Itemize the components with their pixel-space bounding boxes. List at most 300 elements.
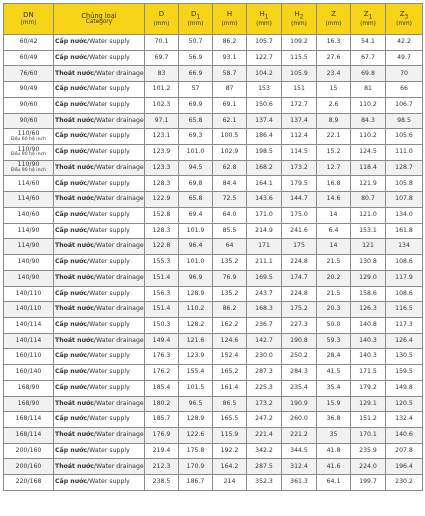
value-cell-z: 36.8 [317, 412, 351, 428]
dn-value: 110/60 [17, 130, 40, 138]
value-cell-h1: 105.7 [247, 35, 282, 51]
value-cell-h1: 104.2 [247, 66, 282, 82]
value-cell-z1: 224.0 [351, 459, 386, 475]
header-h1-unit: (mm) [256, 20, 272, 27]
table-row [4, 412, 423, 428]
category-en: /Water supply [87, 100, 130, 108]
category-en: /Water supply [87, 368, 130, 376]
category-cell [54, 207, 145, 223]
header-h2 [282, 4, 317, 35]
value-cell-d: 150.3 [145, 317, 179, 333]
category-en: /Water supply [87, 148, 130, 156]
table-row [4, 365, 423, 381]
value-cell-z: 35.4 [317, 380, 351, 396]
header-z1-sym: Z [363, 10, 369, 19]
category-vi: Cấp nước [55, 258, 88, 266]
value-cell-h1: 236.7 [247, 317, 282, 333]
category-cell [54, 396, 145, 412]
header-h2-sym: H [294, 10, 300, 19]
header-z3-sub: 3 [404, 14, 409, 21]
header-h-sym: H [226, 10, 233, 19]
value-cell-d1: 56.9 [179, 50, 213, 66]
value-cell-d1: 101.0 [179, 255, 213, 271]
dn-cell [4, 396, 54, 412]
value-cell-z1: 118.4 [351, 160, 386, 176]
category-en: /Water supply [87, 38, 130, 46]
value-cell-d1: 155.4 [179, 365, 213, 381]
dn-value: 168/90 [17, 383, 40, 391]
value-cell-z3: 117.3 [386, 317, 423, 333]
category-vi: Thoát nước [55, 273, 94, 281]
value-cell-h: 87 [213, 82, 247, 98]
value-cell-z1: 126.3 [351, 302, 386, 318]
category-cell [54, 475, 145, 491]
header-dn-unit: (mm) [20, 19, 37, 26]
dn-cell [4, 223, 54, 239]
value-cell-d1: 128.9 [179, 412, 213, 428]
value-cell-d1: 128.2 [179, 317, 213, 333]
value-cell-z1: 153.1 [351, 223, 386, 239]
value-cell-h1: 198.5 [247, 145, 282, 161]
dn-value: 140/90 [17, 258, 40, 266]
value-cell-d: 238.5 [145, 475, 179, 491]
value-cell-h: 93.1 [213, 50, 247, 66]
value-cell-h1: 173.2 [247, 396, 282, 412]
value-cell-d1: 121.6 [179, 333, 213, 349]
value-cell-z1: 235.9 [351, 443, 386, 459]
value-cell-h1: 225.3 [247, 380, 282, 396]
spec-table [3, 3, 423, 491]
value-cell-d: 176.9 [145, 427, 179, 443]
category-vi: Thoát nước [55, 336, 94, 344]
category-vi: Cấp nước [55, 148, 88, 156]
value-cell-z3: 140.6 [386, 427, 423, 443]
dn-value: 90/60 [19, 100, 38, 108]
value-cell-d1: 110.2 [179, 302, 213, 318]
value-cell-d: 97.1 [145, 113, 179, 129]
value-cell-h2: 190.8 [282, 333, 317, 349]
value-cell-h2: 173.2 [282, 160, 317, 176]
category-en: /Water supply [87, 289, 130, 297]
category-en: /Water supply [87, 179, 130, 187]
value-cell-h2: 344.5 [282, 443, 317, 459]
value-cell-d1: 66.9 [179, 66, 213, 82]
dn-cell [4, 50, 54, 66]
value-cell-z: 6.4 [317, 223, 351, 239]
dn-value: 160/140 [15, 368, 42, 376]
dn-cell [4, 286, 54, 302]
value-cell-z1: 121 [351, 239, 386, 255]
value-cell-h2: 172.7 [282, 97, 317, 113]
value-cell-z3: 108.6 [386, 255, 423, 271]
value-cell-h: 124.6 [213, 333, 247, 349]
header-d-sym: D [158, 10, 165, 19]
value-cell-d1: 65.8 [179, 192, 213, 208]
category-en: /Water supply [87, 415, 130, 423]
value-cell-h: 214 [213, 475, 247, 491]
dn-cell [4, 192, 54, 208]
value-cell-h2: 175.0 [282, 207, 317, 223]
table-row [4, 239, 423, 255]
value-cell-z1: 69.8 [351, 66, 386, 82]
value-cell-d: 152.8 [145, 207, 179, 223]
category-en: /Water drainage [93, 336, 144, 344]
dn-value: 76/60 [19, 69, 38, 77]
value-cell-z: 22.1 [317, 129, 351, 145]
value-cell-h1: 230.0 [247, 349, 282, 365]
value-cell-z1: 67.7 [351, 50, 386, 66]
dn-value: 110/90 [17, 161, 40, 169]
dn-value: 168/114 [15, 415, 42, 423]
table-row [4, 145, 423, 161]
category-vi: Thoát nước [55, 195, 94, 203]
value-cell-z3: 128.7 [386, 160, 423, 176]
value-cell-z: 12.7 [317, 160, 351, 176]
value-cell-z1: 110.2 [351, 129, 386, 145]
spec-table-container [3, 3, 422, 491]
category-cell [54, 365, 145, 381]
value-cell-d: 123.9 [145, 145, 179, 161]
dn-note: Đều 60 hệ inch [11, 136, 46, 142]
category-cell [54, 255, 145, 271]
value-cell-d: 123.1 [145, 129, 179, 145]
dn-value: 114/60 [17, 179, 40, 187]
category-vi: Thoát nước [55, 462, 94, 470]
value-cell-d1: 69.4 [179, 207, 213, 223]
category-vi: Cấp nước [55, 415, 88, 423]
value-cell-h1: 186.4 [247, 129, 282, 145]
value-cell-z: 21.5 [317, 286, 351, 302]
value-cell-d: 122.8 [145, 239, 179, 255]
value-cell-d: 69.7 [145, 50, 179, 66]
category-vi: Cấp nước [55, 132, 88, 140]
dn-value: 114/60 [17, 195, 40, 203]
header-z1-sub: 1 [368, 14, 373, 21]
value-cell-h1: 171.0 [247, 207, 282, 223]
category-vi: Cấp nước [55, 321, 88, 329]
category-en: /Water drainage [93, 305, 144, 313]
value-cell-h2: 115.5 [282, 50, 317, 66]
category-vi: Cấp nước [55, 352, 88, 360]
value-cell-z3: 230.2 [386, 475, 423, 491]
value-cell-h2: 190.9 [282, 396, 317, 412]
value-cell-h: 115.9 [213, 427, 247, 443]
header-z1-unit: (mm) [360, 20, 376, 27]
table-row [4, 302, 423, 318]
dn-cell [4, 412, 54, 428]
dn-note: Đều 90 hệ inch [11, 167, 46, 173]
table-row [4, 97, 423, 113]
header-z3-unit: (mm) [396, 20, 412, 27]
table-row [4, 192, 423, 208]
table-row [4, 333, 423, 349]
value-cell-h2: 224.8 [282, 286, 317, 302]
value-cell-h1: 247.2 [247, 412, 282, 428]
value-cell-d1: 128.9 [179, 286, 213, 302]
value-cell-z3: 42.2 [386, 35, 423, 51]
value-cell-z1: 84.3 [351, 113, 386, 129]
category-cell [54, 333, 145, 349]
value-cell-z: 23.4 [317, 66, 351, 82]
dn-value: 140/114 [15, 336, 42, 344]
value-cell-d: 101.2 [145, 82, 179, 98]
value-cell-z: 21.5 [317, 255, 351, 271]
table-row [4, 207, 423, 223]
table-row [4, 380, 423, 396]
dn-cell [4, 270, 54, 286]
header-d [145, 4, 179, 35]
category-en: /Water drainage [93, 399, 144, 407]
value-cell-d: 123.3 [145, 160, 179, 176]
category-vi: Cấp nước [55, 383, 88, 391]
value-cell-h: 102.9 [213, 145, 247, 161]
header-dn [4, 4, 54, 35]
category-en: /Water supply [87, 53, 130, 61]
value-cell-h1: 168.3 [247, 302, 282, 318]
table-row [4, 255, 423, 271]
table-header [4, 4, 423, 35]
dn-value: 140/60 [17, 211, 40, 219]
value-cell-h2: 105.9 [282, 66, 317, 82]
value-cell-h: 76.9 [213, 270, 247, 286]
category-cell [54, 113, 145, 129]
table-row [4, 459, 423, 475]
value-cell-h1: 221.4 [247, 427, 282, 443]
dn-value: 200/160 [15, 462, 42, 470]
value-cell-d1: 96.5 [179, 396, 213, 412]
value-cell-h2: 260.0 [282, 412, 317, 428]
value-cell-z3: 111.0 [386, 145, 423, 161]
category-cell [54, 145, 145, 161]
dn-cell [4, 82, 54, 98]
value-cell-z1: 199.7 [351, 475, 386, 491]
value-cell-h2: 235.4 [282, 380, 317, 396]
category-vi: Cấp nước [55, 211, 88, 219]
value-cell-z3: 132.4 [386, 412, 423, 428]
value-cell-d1: 69.9 [179, 97, 213, 113]
value-cell-z3: 207.8 [386, 443, 423, 459]
table-row [4, 129, 423, 145]
header-h2-sub: 2 [299, 14, 304, 21]
value-cell-z1: 171.5 [351, 365, 386, 381]
value-cell-h1: 143.6 [247, 192, 282, 208]
category-vi: Cấp nước [55, 289, 88, 297]
value-cell-z: 20.2 [317, 270, 351, 286]
value-cell-h1: 171 [247, 239, 282, 255]
category-cell [54, 286, 145, 302]
category-en: /Water drainage [93, 462, 144, 470]
category-en: /Water supply [87, 321, 130, 329]
value-cell-h2: 109.2 [282, 35, 317, 51]
dn-value: 110/90 [17, 145, 40, 153]
dn-cell [4, 176, 54, 192]
value-cell-h: 69.1 [213, 97, 247, 113]
value-cell-z3: 117.9 [386, 270, 423, 286]
value-cell-d1: 101.5 [179, 380, 213, 396]
category-cell [54, 82, 145, 98]
value-cell-z: 59.3 [317, 333, 351, 349]
dn-cell [4, 365, 54, 381]
category-en: /Water drainage [93, 163, 144, 171]
category-vi: Cấp nước [55, 38, 88, 46]
category-en: /Water supply [87, 258, 130, 266]
value-cell-d: 185.7 [145, 412, 179, 428]
value-cell-z3: 149.8 [386, 380, 423, 396]
category-vi: Thoát nước [55, 163, 94, 171]
value-cell-h: 86.2 [213, 302, 247, 318]
dn-cell [4, 443, 54, 459]
dn-cell [4, 380, 54, 396]
value-cell-z1: 179.2 [351, 380, 386, 396]
value-cell-h: 135.2 [213, 286, 247, 302]
header-d1-sub: 1 [196, 14, 201, 21]
table-row [4, 35, 423, 51]
category-vi: Thoát nước [55, 69, 94, 77]
value-cell-z3: 98.5 [386, 113, 423, 129]
category-en: /Water supply [87, 132, 130, 140]
category-vi: Thoát nước [55, 116, 94, 124]
value-cell-d: 151.4 [145, 270, 179, 286]
dn-cell [4, 129, 54, 145]
category-en: /Water drainage [93, 431, 144, 439]
value-cell-z: 20.3 [317, 302, 351, 318]
category-cell [54, 176, 145, 192]
category-vi: Cấp nước [55, 226, 88, 234]
value-cell-z: 14 [317, 239, 351, 255]
value-cell-h1: 211.1 [247, 255, 282, 271]
dn-value: 160/110 [15, 352, 42, 360]
value-cell-h2: 312.4 [282, 459, 317, 475]
value-cell-h1: 287.5 [247, 459, 282, 475]
value-cell-d: 156.3 [145, 286, 179, 302]
value-cell-d1: 69.8 [179, 176, 213, 192]
dn-cell [4, 475, 54, 491]
value-cell-d: 219.4 [145, 443, 179, 459]
header-h2-unit: (mm) [291, 20, 307, 27]
value-cell-h: 84.4 [213, 176, 247, 192]
value-cell-z: 8.9 [317, 113, 351, 129]
category-cell [54, 317, 145, 333]
table-row [4, 317, 423, 333]
dn-value: 114/90 [17, 226, 40, 234]
value-cell-z3: 196.4 [386, 459, 423, 475]
header-z-unit: (mm) [325, 20, 342, 27]
value-cell-z1: 151.2 [351, 412, 386, 428]
value-cell-h: 86.2 [213, 35, 247, 51]
dn-value: 220/168 [15, 478, 42, 486]
header-d1-sym: D [190, 10, 197, 19]
category-cell [54, 349, 145, 365]
value-cell-d1: 101.9 [179, 223, 213, 239]
category-vi: Thoát nước [55, 242, 94, 250]
value-cell-z: 27.6 [317, 50, 351, 66]
dn-value: 114/90 [17, 242, 40, 250]
value-cell-d: 151.4 [145, 302, 179, 318]
value-cell-h1: 142.7 [247, 333, 282, 349]
category-vi: Cấp nước [55, 100, 88, 108]
value-cell-z3: 108.6 [386, 286, 423, 302]
category-vi: Cấp nước [55, 53, 88, 61]
value-cell-h1: 342.2 [247, 443, 282, 459]
category-cell [54, 412, 145, 428]
value-cell-h1: 352.3 [247, 475, 282, 491]
value-cell-z1: 81 [351, 82, 386, 98]
dn-cell [4, 302, 54, 318]
dn-cell [4, 255, 54, 271]
dn-cell [4, 317, 54, 333]
value-cell-z3: 107.8 [386, 192, 423, 208]
header-h1-sub: 1 [264, 14, 269, 21]
table-body [4, 35, 423, 491]
dn-cell [4, 427, 54, 443]
value-cell-h: 164.2 [213, 459, 247, 475]
header-h1 [247, 4, 282, 35]
value-cell-z1: 140.3 [351, 349, 386, 365]
value-cell-h2: 250.2 [282, 349, 317, 365]
value-cell-h: 72.5 [213, 192, 247, 208]
value-cell-z3: 159.5 [386, 365, 423, 381]
category-en: /Water drainage [93, 242, 144, 250]
table-row [4, 176, 423, 192]
value-cell-h: 64 [213, 239, 247, 255]
value-cell-z3: 116.5 [386, 302, 423, 318]
value-cell-h2: 112.4 [282, 129, 317, 145]
value-cell-z: 41.8 [317, 443, 351, 459]
value-cell-h2: 227.3 [282, 317, 317, 333]
value-cell-z3: 66 [386, 82, 423, 98]
value-cell-h2: 284.3 [282, 365, 317, 381]
value-cell-d: 70.1 [145, 35, 179, 51]
value-cell-h: 62.8 [213, 160, 247, 176]
value-cell-h: 100.5 [213, 129, 247, 145]
value-cell-z: 2.6 [317, 97, 351, 113]
value-cell-z: 41.6 [317, 459, 351, 475]
category-vi: Cấp nước [55, 368, 88, 376]
value-cell-z3: 134.0 [386, 207, 423, 223]
value-cell-d1: 123.9 [179, 349, 213, 365]
header-d1-unit: (mm) [187, 20, 204, 27]
value-cell-h1: 122.7 [247, 50, 282, 66]
dn-cell [4, 66, 54, 82]
dn-value: 60/42 [19, 38, 38, 46]
value-cell-z1: 121.0 [351, 207, 386, 223]
value-cell-d1: 94.5 [179, 160, 213, 176]
dn-cell [4, 113, 54, 129]
table-row [4, 443, 423, 459]
category-cell [54, 459, 145, 475]
value-cell-z: 35 [317, 427, 351, 443]
value-cell-d: 83 [145, 66, 179, 82]
value-cell-h: 152.4 [213, 349, 247, 365]
category-cell [54, 380, 145, 396]
value-cell-h: 62.1 [213, 113, 247, 129]
dn-value: 60/49 [19, 53, 38, 61]
table-row [4, 160, 423, 176]
value-cell-z1: 170.1 [351, 427, 386, 443]
category-vi: Cấp nước [55, 179, 88, 187]
header-h [213, 4, 247, 35]
category-cell [54, 66, 145, 82]
header-z-sym: Z [331, 10, 336, 19]
value-cell-z1: 158.6 [351, 286, 386, 302]
value-cell-d1: 101.0 [179, 145, 213, 161]
value-cell-z3: 134 [386, 239, 423, 255]
value-cell-d: 176.2 [145, 365, 179, 381]
category-cell [54, 50, 145, 66]
value-cell-h1: 168.2 [247, 160, 282, 176]
category-vi: Thoát nước [55, 305, 94, 313]
value-cell-h: 85.5 [213, 223, 247, 239]
